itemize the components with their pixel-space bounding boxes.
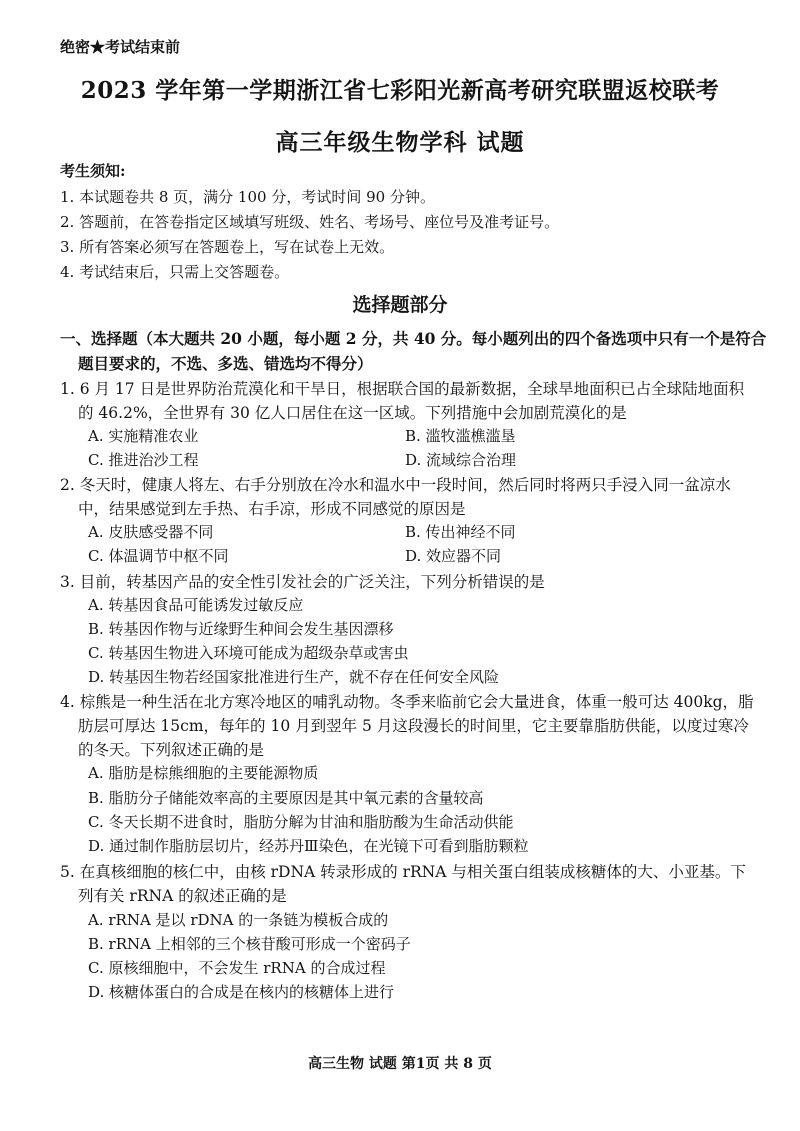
note-item: 3. 所有答案必须写在答题卷上，写在试卷上无效。 (60, 238, 395, 256)
question-1-option-d: D. 流域综合治理 (405, 451, 517, 469)
question-4-option-d: D. 通过制作脂肪层切片，经苏丹Ⅲ染色，在光镜下可看到脂肪颗粒 (88, 837, 529, 855)
note-item: 2. 答题前，在答卷指定区域填写班级、姓名、考场号、座位号及准考证号。 (60, 213, 560, 231)
section-instruction: 一、选择题（本大题共 20 小题，每小题 2 分，共 40 分。每小题列出的四个备选项中只有一个是符合 (60, 329, 767, 348)
note-item: 1. 本试题卷共 8 页，满分 100 分，考试时间 90 分钟。 (60, 188, 435, 206)
question-2-option-c: C. 体温调节中枢不同 (88, 547, 229, 565)
question-3-option-d: D. 转基因生物若经国家批准进行生产，就不存在任何安全风险 (88, 668, 500, 686)
question-3-text: 3. 目前，转基因产品的安全性引发社会的广泛关注，下列分析错误的是 (60, 573, 545, 591)
question-5-option-b: B. rRNA 上相邻的三个核苷酸可形成一个密码子 (88, 935, 411, 953)
question-4-option-a: A. 脂肪是棕熊细胞的主要能源物质 (88, 764, 319, 782)
question-1-text: 的 46.2%，全世界有 30 亿人口居住在这一区域。下列措施中会加剧荒漠化的是 (78, 404, 627, 422)
section-instruction: 题目要求的，不选、多选、错选均不得分） (78, 354, 373, 373)
note-item: 4. 考试结束后，只需上交答题卷。 (60, 263, 290, 281)
question-4-option-b: B. 脂肪分子储能效率高的主要原因是其中氧元素的含量较高 (88, 789, 484, 807)
exam-title: 2023 学年第一学期浙江省七彩阳光新高考研究联盟返校联考 (80, 77, 720, 104)
question-3-option-a: A. 转基因食品可能诱发过敏反应 (88, 596, 304, 614)
question-3-option-b: B. 转基因作物与近缘野生种间会发生基因漂移 (88, 620, 394, 638)
page-footer: 高三生物 试题 第1页 共 8 页 (308, 1056, 492, 1072)
question-5-option-d: D. 核糖体蛋白的合成是在核内的核糖体上进行 (88, 983, 395, 1001)
section-title: 选择题部分 (352, 294, 448, 316)
exam-subtitle: 高三年级生物学科 试题 (275, 129, 525, 156)
question-1-option-c: C. 推进治沙工程 (88, 451, 199, 469)
question-2-option-d: D. 效应器不同 (405, 547, 502, 565)
question-5-option-a: A. rRNA 是以 rDNA 的一条链为模板合成的 (88, 911, 389, 929)
question-5-text: 5. 在真核细胞的核仁中，由核 rDNA 转录形成的 rRNA 与相关蛋白组装成核糖体的大、小亚基。下 (60, 863, 746, 881)
question-1-option-a: A. 实施精准农业 (88, 427, 199, 445)
confidential-mark: 绝密★考试结束前 (60, 38, 181, 56)
question-3-option-c: C. 转基因生物进入环境可能成为超级杂草或害虫 (88, 644, 409, 662)
notes-heading: 考生须知: (60, 162, 126, 180)
question-1-option-b: B. 滥牧滥樵滥垦 (405, 427, 516, 445)
question-1-text: 1. 6 月 17 日是世界防治荒漠化和干旱日，根据联合国的最新数据，全球旱地面积已占全球陆地面积 (60, 380, 745, 398)
question-4-option-c: C. 冬天长期不进食时，脂肪分解为甘油和脂肪酸为生命活动供能 (88, 813, 514, 831)
question-5-text: 列有关 rRNA 的叙述正确的是 (78, 887, 287, 905)
question-2-option-a: A. 皮肤感受器不同 (88, 523, 214, 541)
question-2-option-b: B. 传出神经不同 (405, 523, 516, 541)
question-2-text: 中，结果感觉到左手热、右手凉，形成不同感觉的原因是 (78, 500, 466, 518)
question-4-text: 肪层可厚达 15cm，每年的 10 月到翌年 5 月这段漫长的时间里，它主要靠脂肪供能，以度过寒冷 (78, 717, 749, 735)
question-4-text: 4. 棕熊是一种生活在北方寒冷地区的哺乳动物。冬季来临前它会大量进食，体重一般可达 400kg，脂 (60, 693, 754, 711)
question-2-text: 2. 冬天时，健康人将左、右手分别放在冷水和温水中一段时间，然后同时将两只手浸入同一盆凉水 (60, 476, 731, 494)
question-5-option-c: C. 原核细胞中，不会发生 rRNA 的合成过程 (88, 959, 386, 977)
question-4-text: 的冬天。下列叙述正确的是 (78, 741, 265, 759)
